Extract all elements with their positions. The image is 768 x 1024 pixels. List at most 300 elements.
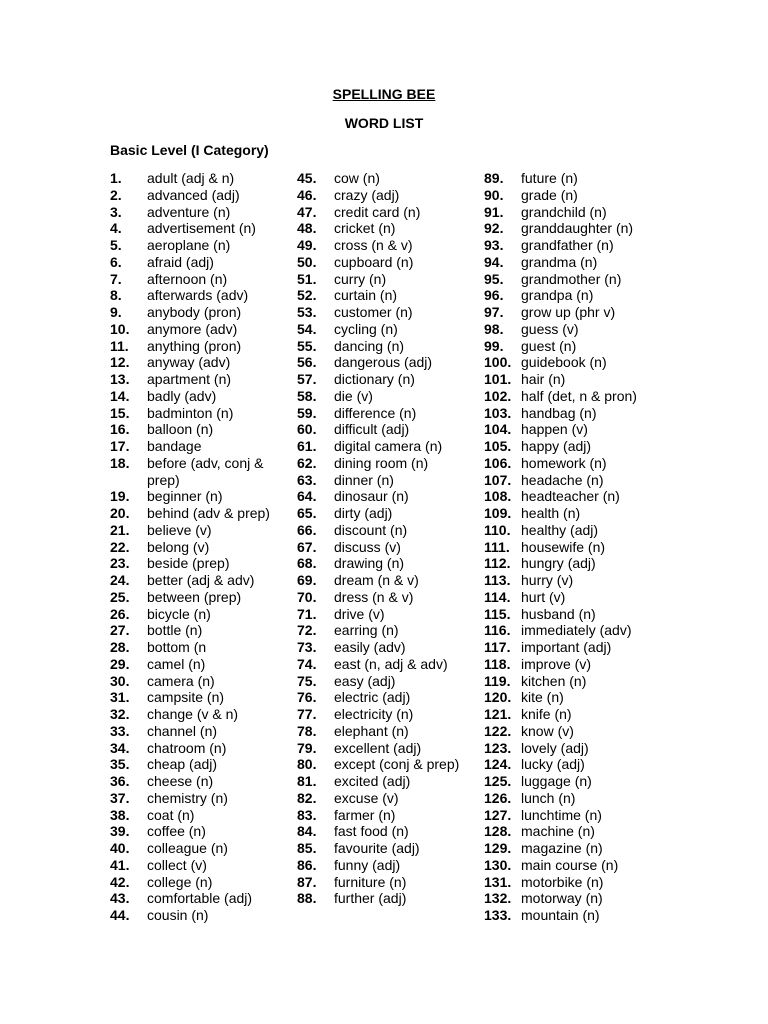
entry-word: electricity (n): [334, 706, 414, 722]
word-entry: [484, 371, 673, 388]
word-entry: [297, 656, 486, 673]
entry-word: drawing (n): [334, 555, 405, 572]
entry-number: 84.: [297, 823, 317, 840]
entry-word: cheese (n): [147, 773, 214, 789]
word-entry: [297, 840, 486, 857]
entry-word: digital camera (n): [334, 438, 443, 454]
entry-number: 40.: [110, 840, 130, 856]
entry-number: 128.: [484, 823, 512, 840]
word-entry: [110, 639, 299, 656]
entry-number: 87.: [297, 873, 317, 890]
word-entry: [110, 807, 299, 824]
word-entry: [484, 488, 673, 505]
entry-word: homework (n): [521, 454, 607, 471]
word-entry: [297, 187, 486, 204]
word-entry: [110, 237, 299, 254]
word-entry: [297, 874, 486, 891]
entry-word: luggage (n): [521, 773, 592, 789]
word-entry: [484, 271, 673, 288]
entry-number: 35.: [110, 756, 130, 773]
entry-word: between (prep): [147, 588, 242, 605]
entry-word: belong (v): [147, 538, 210, 555]
word-entry: [110, 204, 299, 221]
entry-word: machine (n): [521, 823, 595, 840]
entry-number: 55.: [297, 337, 317, 354]
entry-number: 56.: [297, 354, 317, 371]
entry-word: happen (v): [521, 421, 588, 438]
word-entry: [484, 572, 673, 589]
entry-word: lunch (n): [521, 789, 576, 806]
word-entry: [484, 740, 673, 757]
word-entry: [297, 338, 486, 355]
entry-word: guest (n): [521, 337, 577, 354]
entry-number: 64.: [297, 488, 317, 505]
entry-word: cheap (adj): [147, 756, 218, 773]
word-entry: [484, 890, 673, 907]
word-entry: [484, 321, 673, 338]
word-entry: [484, 170, 673, 187]
entry-number: 61.: [297, 438, 317, 454]
entry-word: dinner (n): [334, 471, 394, 488]
word-entry: [484, 421, 673, 438]
entry-word: anything (pron): [147, 337, 242, 354]
entry-number: 7.: [110, 270, 122, 287]
word-entry: [297, 287, 486, 304]
word-entry: [110, 170, 299, 187]
entry-word: camera (n): [147, 672, 215, 689]
entry-word: beside (prep): [147, 555, 230, 572]
word-entry: [297, 170, 486, 187]
entry-number: 108.: [484, 488, 512, 505]
word-entry: [110, 572, 299, 589]
entry-number: 54.: [297, 320, 317, 337]
entry-word: lunchtime (n): [521, 806, 602, 823]
word-entry: [484, 354, 673, 371]
word-entry: [297, 606, 486, 623]
entry-number: 101.: [484, 371, 512, 387]
word-entry: [484, 304, 673, 321]
word-entry: [110, 907, 299, 924]
entry-number: 14.: [110, 387, 130, 404]
entry-word: handbag (n): [521, 404, 597, 421]
entry-word: grade (n): [521, 186, 578, 203]
entry-word: favourite (adj): [334, 840, 420, 856]
entry-word: drive (v): [334, 605, 385, 622]
entry-number: 32.: [110, 706, 130, 722]
entry-word: lovely (adj): [521, 739, 589, 756]
entry-number: 112.: [484, 555, 511, 572]
entry-word: customer (n): [334, 304, 413, 320]
entry-number: 6.: [110, 253, 122, 270]
word-entry: [110, 890, 299, 907]
entry-number: 21.: [110, 521, 130, 538]
entry-number: 22.: [110, 538, 130, 555]
word-entry: [110, 773, 299, 790]
entry-number: 109.: [484, 505, 512, 521]
entry-word: comfortable (adj): [147, 890, 253, 907]
entry-word: housewife (n): [521, 538, 606, 555]
entry-number: 86.: [297, 856, 317, 873]
word-entry: [110, 304, 299, 321]
entry-word: better (adj & adv): [147, 572, 255, 588]
word-entry: [484, 907, 673, 924]
entry-number: 117.: [484, 639, 511, 655]
word-entry: [110, 622, 299, 639]
entry-number: 38.: [110, 806, 130, 823]
entry-number: 104.: [484, 421, 512, 438]
word-entry: [297, 740, 486, 757]
word-entry: [110, 790, 299, 807]
entry-word: know (v): [521, 722, 574, 739]
entry-number: 24.: [110, 572, 130, 588]
entry-number: 116.: [484, 622, 511, 639]
word-entry: [297, 455, 486, 472]
entry-number: 1.: [110, 170, 122, 186]
entry-number: 103.: [484, 404, 512, 421]
word-entry: [484, 187, 673, 204]
entry-word: beginner (n): [147, 488, 223, 505]
entry-number: 89.: [484, 170, 504, 186]
entry-number: 57.: [297, 371, 317, 387]
entry-word: advertisement (n): [147, 220, 256, 237]
entry-word: future (n): [521, 170, 578, 186]
word-entry: [484, 689, 673, 706]
entry-word: afterwards (adv): [147, 287, 249, 304]
entry-word: knife (n): [521, 706, 572, 722]
entry-number: 91.: [484, 203, 504, 220]
entry-number: 25.: [110, 588, 130, 605]
document-title: SPELLING BEE: [332, 86, 436, 102]
entry-number: 95.: [484, 270, 504, 287]
entry-number: 26.: [110, 605, 130, 622]
word-entry: [110, 338, 299, 355]
entry-number: 106.: [484, 454, 512, 471]
entry-word: campsite (n): [147, 689, 225, 706]
entry-number: 23.: [110, 555, 130, 572]
entry-word: behind (adv & prep): [147, 505, 270, 521]
entry-number: 74.: [297, 655, 317, 672]
entry-word: hurry (v): [521, 572, 574, 588]
word-entry: [484, 555, 673, 572]
entry-word: east (n, adj & adv): [334, 655, 448, 672]
entry-word: hair (n): [521, 371, 566, 387]
word-entry: [484, 522, 673, 539]
entry-word: immediately (adv): [521, 622, 632, 639]
word-entry: [297, 388, 486, 405]
entry-word: die (v): [334, 387, 373, 404]
entry-number: 72.: [297, 622, 317, 639]
entry-number: 73.: [297, 639, 317, 655]
entry-word: motorway (n): [521, 890, 603, 907]
word-entry: [297, 622, 486, 639]
entry-word: excellent (adj): [334, 739, 422, 756]
entry-word: badminton (n): [147, 404, 234, 421]
entry-word: easily (adv): [334, 639, 406, 655]
word-entry: [484, 823, 673, 840]
entry-number: 53.: [297, 304, 317, 320]
entry-word: headache (n): [521, 471, 604, 488]
entry-number: 130.: [484, 856, 512, 873]
entry-number: 47.: [297, 203, 317, 220]
word-entry: [484, 505, 673, 522]
entry-word: half (det, n & pron): [521, 387, 637, 404]
word-entry: [110, 840, 299, 857]
word-entry: [110, 455, 299, 489]
entry-number: 13.: [110, 371, 130, 387]
entry-word: afternoon (n): [147, 270, 228, 287]
entry-word: cross (n & v): [334, 237, 413, 253]
entry-word: discuss (v): [334, 538, 401, 555]
entry-number: 102.: [484, 387, 512, 404]
word-entry: [110, 706, 299, 723]
entry-number: 75.: [297, 672, 317, 689]
entry-word: curtain (n): [334, 287, 398, 304]
entry-word: aeroplane (n): [147, 237, 231, 253]
word-entry: [110, 287, 299, 304]
word-entry: [297, 807, 486, 824]
entry-number: 45.: [297, 170, 317, 186]
entry-number: 126.: [484, 789, 512, 806]
entry-word: adult (adj & n): [147, 170, 235, 186]
entry-number: 43.: [110, 890, 130, 907]
word-entry: [484, 204, 673, 221]
entry-number: 123.: [484, 739, 512, 756]
entry-word: grandma (n): [521, 253, 598, 270]
word-entry: [484, 639, 673, 656]
word-entry: [297, 254, 486, 271]
word-entry: [484, 589, 673, 606]
word-entry: [484, 388, 673, 405]
entry-number: 110.: [484, 521, 511, 538]
word-entry: [297, 421, 486, 438]
word-entry: [484, 220, 673, 237]
word-entry: [110, 505, 299, 522]
entry-number: 119.: [484, 672, 511, 689]
word-entry: [110, 740, 299, 757]
word-entry: [110, 857, 299, 874]
entry-number: 92.: [484, 220, 504, 237]
entry-word: balloon (n): [147, 421, 214, 438]
entry-word: headteacher (n): [521, 488, 620, 505]
word-entry: [484, 706, 673, 723]
entry-word: anyway (adv): [147, 354, 231, 371]
entry-word: granddaughter (n): [521, 220, 634, 237]
entry-number: 94.: [484, 253, 504, 270]
document-subtitle: WORD LIST: [344, 115, 424, 131]
entry-word: colleague (n): [147, 840, 228, 856]
entry-number: 131.: [484, 873, 512, 890]
entry-number: 111.: [484, 538, 510, 555]
word-entry: [110, 673, 299, 690]
entry-number: 132.: [484, 890, 512, 907]
word-entry: [110, 539, 299, 556]
word-entry: [110, 271, 299, 288]
entry-word: before (adv, conj & prep): [147, 454, 264, 488]
entry-number: 79.: [297, 739, 317, 756]
word-entry: [110, 254, 299, 271]
word-entry: [297, 220, 486, 237]
entry-number: 68.: [297, 555, 317, 572]
entry-number: 81.: [297, 773, 317, 789]
entry-word: main course (n): [521, 856, 619, 873]
entry-number: 3.: [110, 203, 122, 220]
entry-number: 70.: [297, 588, 317, 605]
word-entry: [484, 723, 673, 740]
entry-word: dictionary (n): [334, 371, 415, 387]
entry-word: chemistry (n): [147, 789, 228, 806]
entry-number: 42.: [110, 873, 130, 890]
entry-number: 88.: [297, 890, 317, 907]
word-column-3: [484, 170, 673, 924]
word-entry: [297, 890, 486, 907]
entry-word: bottle (n): [147, 622, 203, 639]
word-entry: [110, 756, 299, 773]
word-entry: [297, 773, 486, 790]
entry-word: important (adj): [521, 639, 612, 655]
word-entry: [484, 338, 673, 355]
entry-word: dining room (n): [334, 454, 429, 471]
word-entry: [484, 622, 673, 639]
entry-number: 105.: [484, 438, 512, 454]
entry-number: 124.: [484, 756, 512, 773]
word-entry: [297, 756, 486, 773]
entry-word: fast food (n): [334, 823, 409, 840]
entry-number: 69.: [297, 572, 317, 588]
word-entry: [110, 689, 299, 706]
entry-word: happy (adj): [521, 438, 592, 454]
word-entry: [110, 187, 299, 204]
word-entry: [297, 589, 486, 606]
word-entry: [110, 421, 299, 438]
word-entry: [484, 874, 673, 891]
entry-word: difference (n): [334, 404, 417, 421]
entry-number: 90.: [484, 186, 504, 203]
entry-word: motorbike (n): [521, 873, 604, 890]
entry-word: grandchild (n): [521, 203, 607, 220]
entry-number: 34.: [110, 739, 130, 756]
word-entry: [297, 405, 486, 422]
word-entry: [484, 790, 673, 807]
entry-word: difficult (adj): [334, 421, 410, 438]
entry-number: 36.: [110, 773, 130, 789]
word-entry: [484, 405, 673, 422]
entry-number: 27.: [110, 622, 130, 639]
entry-word: kite (n): [521, 689, 564, 706]
entry-word: dirty (adj): [334, 505, 393, 521]
entry-word: husband (n): [521, 605, 596, 622]
entry-word: dinosaur (n): [334, 488, 409, 505]
entry-word: advanced (adj): [147, 186, 240, 203]
entry-number: 98.: [484, 320, 504, 337]
word-entry: [297, 472, 486, 489]
entry-word: credit card (n): [334, 203, 421, 220]
word-entry: [110, 874, 299, 891]
entry-word: dream (n & v): [334, 572, 419, 588]
entry-word: afraid (adj): [147, 253, 214, 270]
word-entry: [484, 254, 673, 271]
entry-number: 9.: [110, 304, 122, 320]
entry-number: 37.: [110, 789, 130, 806]
entry-number: 113.: [484, 572, 511, 588]
entry-number: 97.: [484, 304, 504, 320]
entry-word: dangerous (adj): [334, 354, 433, 371]
entry-word: farmer (n): [334, 806, 396, 823]
entry-number: 118.: [484, 655, 511, 672]
word-entry: [484, 237, 673, 254]
word-entry: [484, 539, 673, 556]
word-entry: [297, 723, 486, 740]
entry-word: cupboard (n): [334, 253, 414, 270]
word-entry: [484, 840, 673, 857]
entry-word: excuse (v): [334, 789, 399, 806]
entry-number: 29.: [110, 655, 130, 672]
entry-word: curry (n): [334, 270, 387, 287]
entry-number: 52.: [297, 287, 317, 304]
word-entry: [110, 354, 299, 371]
entry-number: 10.: [110, 320, 130, 337]
entry-number: 49.: [297, 237, 317, 253]
word-entry: [297, 321, 486, 338]
entry-number: 39.: [110, 823, 130, 840]
word-entry: [484, 673, 673, 690]
word-entry: [110, 555, 299, 572]
entry-number: 31.: [110, 689, 130, 706]
word-entry: [110, 606, 299, 623]
entry-number: 59.: [297, 404, 317, 421]
entry-number: 129.: [484, 840, 512, 856]
word-entry: [297, 539, 486, 556]
entry-number: 5.: [110, 237, 122, 253]
entry-word: kitchen (n): [521, 672, 587, 689]
entry-word: grow up (phr v): [521, 304, 616, 320]
word-column-1: [110, 170, 299, 924]
entry-word: badly (adv): [147, 387, 217, 404]
entry-word: magazine (n): [521, 840, 603, 856]
entry-number: 133.: [484, 907, 512, 923]
entry-word: earring (n): [334, 622, 399, 639]
entry-number: 30.: [110, 672, 130, 689]
entry-word: cricket (n): [334, 220, 396, 237]
entry-number: 67.: [297, 538, 317, 555]
word-entry: [110, 589, 299, 606]
word-entry: [297, 639, 486, 656]
entry-number: 18.: [110, 454, 130, 471]
entry-word: except (conj & prep): [334, 756, 460, 773]
entry-word: believe (v): [147, 521, 212, 538]
word-entry: [484, 807, 673, 824]
word-entry: [484, 287, 673, 304]
entry-word: mountain (n): [521, 907, 600, 923]
entry-number: 20.: [110, 505, 130, 521]
entry-word: collect (v): [147, 856, 207, 873]
entry-number: 17.: [110, 438, 130, 454]
word-entry: [484, 773, 673, 790]
entry-word: improve (v): [521, 655, 592, 672]
entry-number: 4.: [110, 220, 122, 237]
entry-word: channel (n): [147, 722, 218, 739]
entry-number: 8.: [110, 287, 122, 304]
entry-number: 51.: [297, 270, 317, 287]
entry-number: 19.: [110, 488, 130, 505]
level-heading: Basic Level (I Category): [110, 142, 269, 158]
entry-number: 15.: [110, 404, 130, 421]
word-entry: [110, 220, 299, 237]
word-entry: [110, 438, 299, 455]
entry-word: dancing (n): [334, 337, 405, 354]
entry-word: excited (adj): [334, 773, 411, 789]
entry-number: 125.: [484, 773, 512, 789]
entry-word: elephant (n): [334, 722, 409, 739]
